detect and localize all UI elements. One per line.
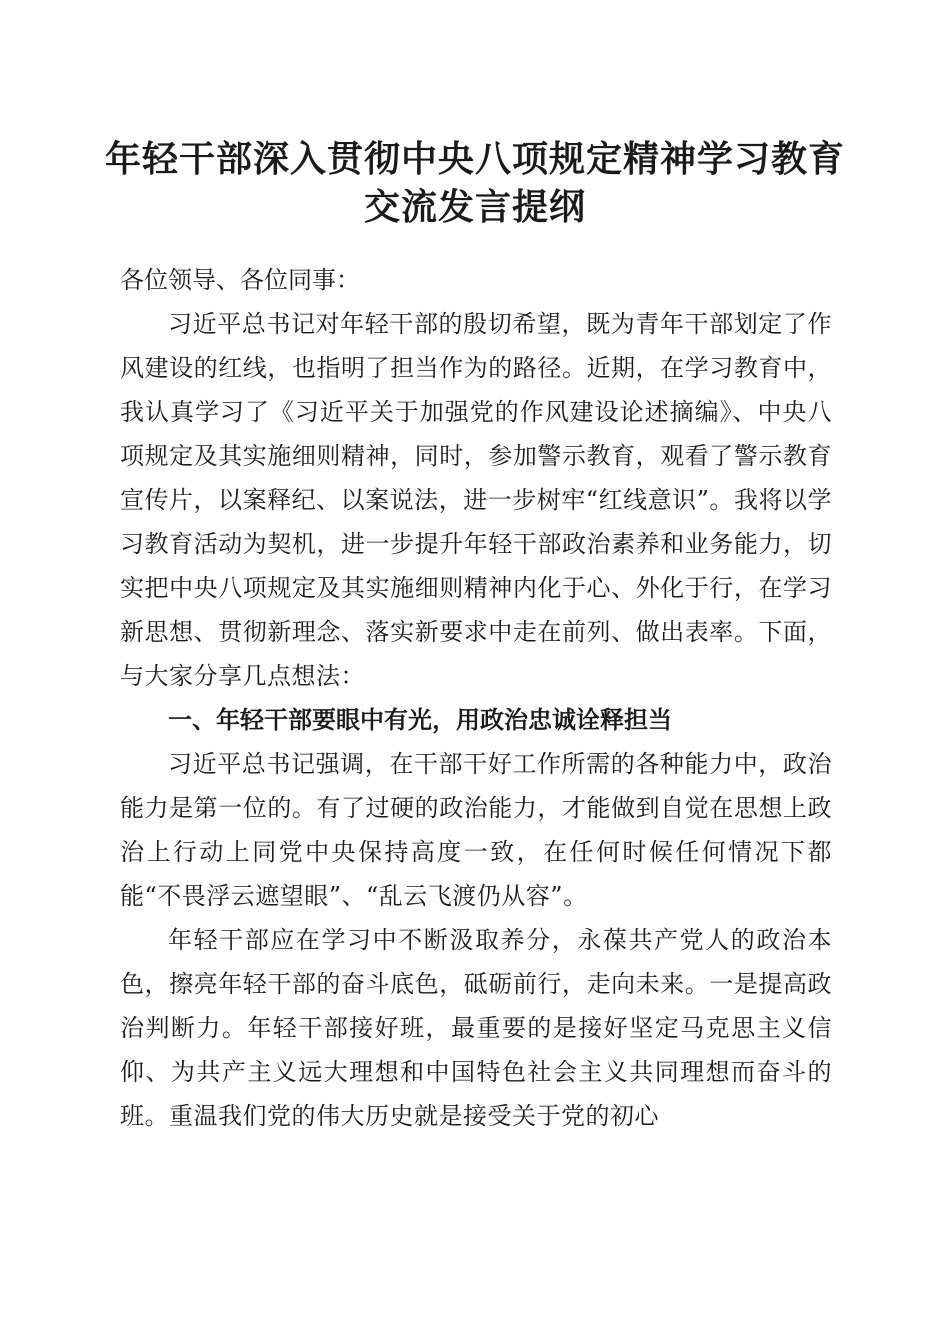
section-heading: 一、年轻干部要眼中有光，用政治忠诚诠释担当: [168, 706, 672, 734]
body-paragraph: 年轻干部应在学习中不断汲取养分，永葆共产党人的政治本色，擦亮年轻干部的奋斗底色，砥砺前行，走向未来。一是提高政治判断力。年轻干部接好班，最重要的是接好坚定马克思主义信仰、为共产主义远大理想和中国特色社会主义共同理想而奋斗的班。重温我们党的伟大历史就是接受关于党的初心: [120, 926, 832, 1130]
document-title-line-1: 年轻干部深入贯彻中央八项规定精神学习教育: [104, 138, 845, 180]
body-paragraph: 习近平总书记对年轻干部的殷切希望，既为青年干部划定了作风建设的红线，也指明了担当作为的路径。近期，在学习教育中，我认真学习了《习近平关于加强党的作风建设论述摘编》、中央八项规定及其实施细则精神，同时，参加警示教育，观看了警示教育宣传片，以案释纪、以案说法，进一步树牢“红线意识”。我将以学习教育活动为契机，进一步提升年轻干部政治素养和业务能力，切实把中央八项规定及其实施细则精神内化于心、外化于行，在学习新思想、贯彻新理念、落实新要求中走在前列、做出表率。下面，与大家分享几点想法：: [120, 310, 832, 690]
body-paragraph: 习近平总书记强调，在干部干好工作所需的各种能力中，政治能力是第一位的。有了过硬的政治能力，才能做到自觉在思想上政治上行动上同党中央保持高度一致，在任何时候任何情况下都能“不畏浮云遮望眼”、“乱云飞渡仍从容”。: [120, 750, 832, 910]
salutation: 各位领导、各位同事：: [120, 266, 360, 294]
document-body: [120, 258, 832, 1138]
document-title-line-2: 交流发言提纲: [363, 186, 586, 228]
